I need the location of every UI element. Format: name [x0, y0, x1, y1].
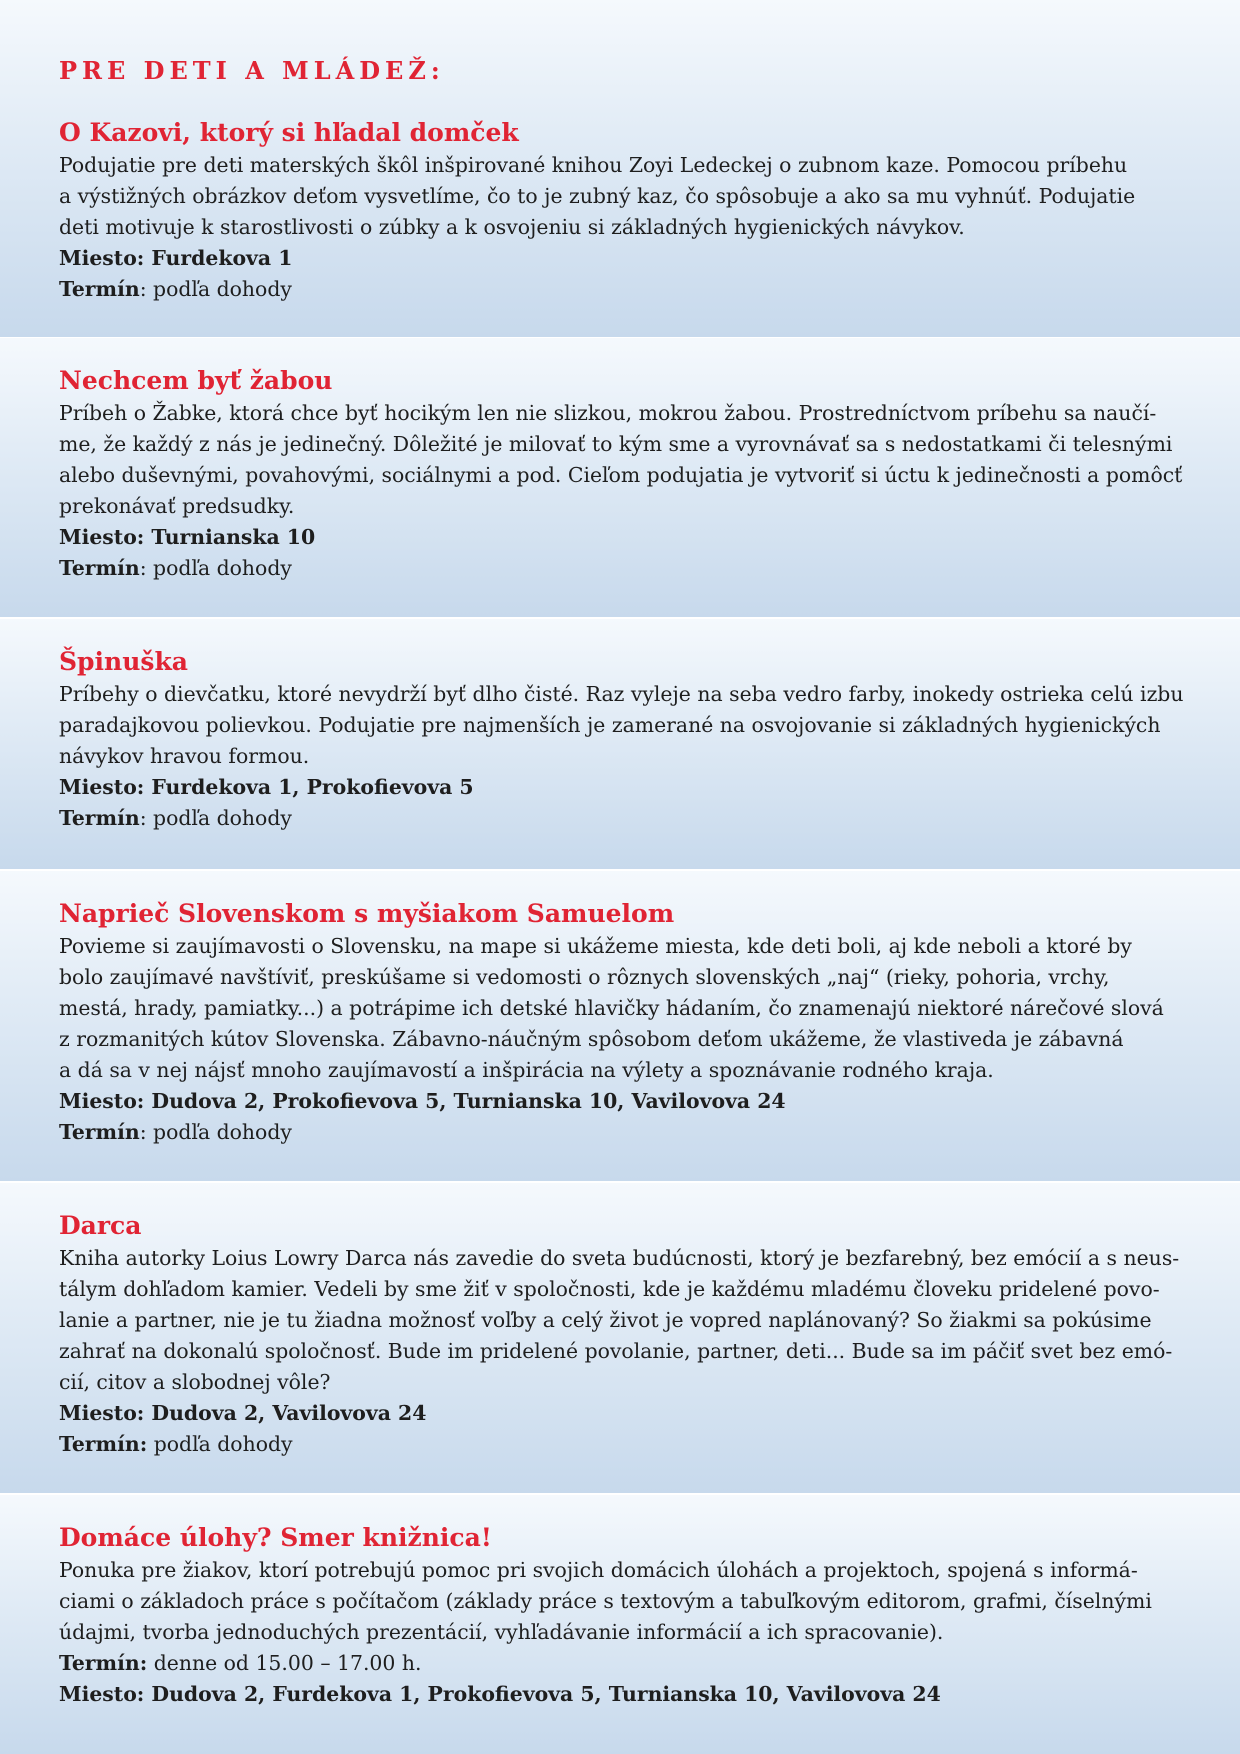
section-description-line: cií, citov a slobodnej vôle? — [59, 1370, 331, 1394]
section-title: Špinuška — [59, 647, 188, 676]
date-label: Termín: — [59, 1651, 148, 1675]
date-line — [59, 1648, 1182, 1679]
section-spinuska — [0, 619, 1240, 869]
date-value: podľa dohody — [147, 1432, 293, 1456]
section-description-line: Podujatie pre deti materských škôl inšpirované knihou Zoyi Ledeckej o zubnom kaze. Pomocou príbehu — [59, 153, 1128, 177]
section-description-line: Kniha autorky Loius Lowry Darca nás zavedie do sveta budúcnosti, ktorý je bezfarebný, bez emócií a s neus- — [59, 1246, 1180, 1270]
location-line — [59, 243, 1182, 274]
page-heading: PRE DETI A MLÁDEŽ: — [59, 56, 445, 85]
section-description-line: Príbeh o Žabke, ktorá chce byť hocikým len nie slizkou, mokrou žabou. Prostredníctvom príbehu sa naučí- — [59, 401, 1157, 425]
date-label: Termín — [59, 277, 140, 301]
section-kaz — [0, 0, 1240, 337]
section-description-line: a dá sa v nej nájsť mnoho zaujímavostí a inšpirácia na výlety a spoznávanie rodného kraja. — [59, 1058, 994, 1082]
date-line — [59, 553, 1182, 584]
section-slovensko — [0, 871, 1240, 1181]
section-description-line: prekonávať predsudky. — [59, 494, 295, 518]
section-title: Darca — [59, 1211, 142, 1240]
section-description-line: ciami o základoch práce s počítačom (základy práce s textovým a tabuľkovým editorom, grafmi, číselnými — [59, 1589, 1152, 1613]
section-description-line: bolo zaujímavé navštíviť, preskúšame si vedomosti o rôznych slovenských „naj“ (rieky, pohoria, vrchy, — [59, 965, 1110, 989]
location-line — [59, 522, 1182, 553]
location-label: Miesto: Furdekova 1 — [59, 246, 293, 270]
section-title: Nechcem byť žabou — [59, 366, 333, 395]
date-value: : podľa dohody — [139, 1120, 292, 1144]
section-description-line: z rozmanitých kútov Slovenska. Zábavno-náučným spôsobom deťom ukážeme, že vlastiveda je zábavná — [59, 1027, 1124, 1051]
section-title: Naprieč Slovenskom s myšiakom Samuelom — [59, 899, 675, 928]
section-title: Domáce úlohy? Smer knižnica! — [59, 1523, 492, 1552]
date-value: : podľa dohody — [139, 556, 292, 580]
location-line — [59, 1398, 1182, 1429]
date-line — [59, 1117, 1182, 1148]
section-description-line: paradajkovou polievkou. Podujatie pre najmenších je zamerané na osvojovanie si základných hygienických — [59, 713, 1161, 737]
section-description-line: zahrať na dokonalú spoločnosť. Bude im pridelené povolanie, partner, deti... Bude sa im páčiť svet bez emó- — [59, 1339, 1173, 1363]
section-description-line: alebo duševnými, povahovými, sociálnymi a pod. Cieľom podujatia je vytvoriť si úctu k jedinečnosti a pomôcť — [59, 463, 1183, 487]
section-description-line: tálym dohľadom kamier. Vedeli by sme žiť v spoločnosti, kde je každému mladému človeku pridelené povo- — [59, 1277, 1160, 1301]
section-title: O Kazovi, ktorý si hľadal domček — [59, 118, 519, 147]
date-value: denne od 15.00 – 17.00 h. — [147, 1651, 422, 1675]
date-label: Termín: — [59, 1432, 148, 1456]
section-darca — [0, 1183, 1240, 1493]
date-line — [59, 803, 1182, 834]
section-zaba — [0, 338, 1240, 617]
date-label: Termín — [59, 556, 140, 580]
date-value: : podľa dohody — [139, 806, 292, 830]
section-description-line: Povieme si zaujímavosti o Slovensku, na mape si ukážeme miesta, kde deti boli, aj kde neboli a ktoré by — [59, 934, 1132, 958]
section-description-line: lanie a partner, nie je tu žiadna možnosť voľby a celý život je vopred naplánovaný? So žiakmi sa pokúsime — [59, 1308, 1152, 1332]
section-description-line: a výstižných obrázkov deťom vysvetlíme, čo to je zubný kaz, čo spôsobuje a ako sa mu vyhnúť. Podujatie — [59, 184, 1136, 208]
date-value: : podľa dohody — [139, 277, 292, 301]
location-line — [59, 1086, 1182, 1117]
location-line — [59, 772, 1182, 803]
section-description-line: me, že každý z nás je jedinečný. Dôležité je milovať to kým sme a vyrovnávať sa s nedostatkami či telesnými — [59, 432, 1173, 456]
section-description-line: deti motivuje k starostlivosti o zúbky a k osvojeniu si základných hygienických návykov. — [59, 215, 965, 239]
location-label: Miesto: Dudova 2, Prokofievova 5, Turnianska 10, Vavilovova 24 — [59, 1089, 786, 1113]
section-description-line: údajmi, tvorba jednoduchých prezentácií, vyhľadávanie informácií a ich spracovanie). — [59, 1620, 944, 1644]
location-label: Miesto: Dudova 2, Vavilovova 24 — [59, 1401, 427, 1425]
location-line — [59, 1679, 1182, 1710]
section-description-line: návykov hravou formou. — [59, 744, 310, 768]
section-description-line: Ponuka pre žiakov, ktorí potrebujú pomoc pri svojich domácich úlohách a projektoch, spojená s informá- — [59, 1558, 1138, 1582]
date-line — [59, 1429, 1182, 1460]
date-line — [59, 274, 1182, 305]
location-label: Miesto: Turnianska 10 — [59, 525, 316, 549]
date-label: Termín — [59, 1120, 140, 1144]
section-description-line: Príbehy o dievčatku, ktoré nevydrží byť dlho čisté. Raz vyleje na seba vedro farby, inokedy ostrieka celú izbu — [59, 682, 1184, 706]
location-label: Miesto: Furdekova 1, Prokofievova 5 — [59, 775, 474, 799]
section-description-line: mestá, hrady, pamiatky...) a potrápime ich detské hlavičky hádaním, čo znamenajú niektoré nárečové slová — [59, 996, 1164, 1020]
section-domace-ulohy — [0, 1495, 1240, 1754]
location-label: Miesto: Dudova 2, Furdekova 1, Prokofievova 5, Turnianska 10, Vavilovova 24 — [59, 1682, 941, 1706]
date-label: Termín — [59, 806, 140, 830]
